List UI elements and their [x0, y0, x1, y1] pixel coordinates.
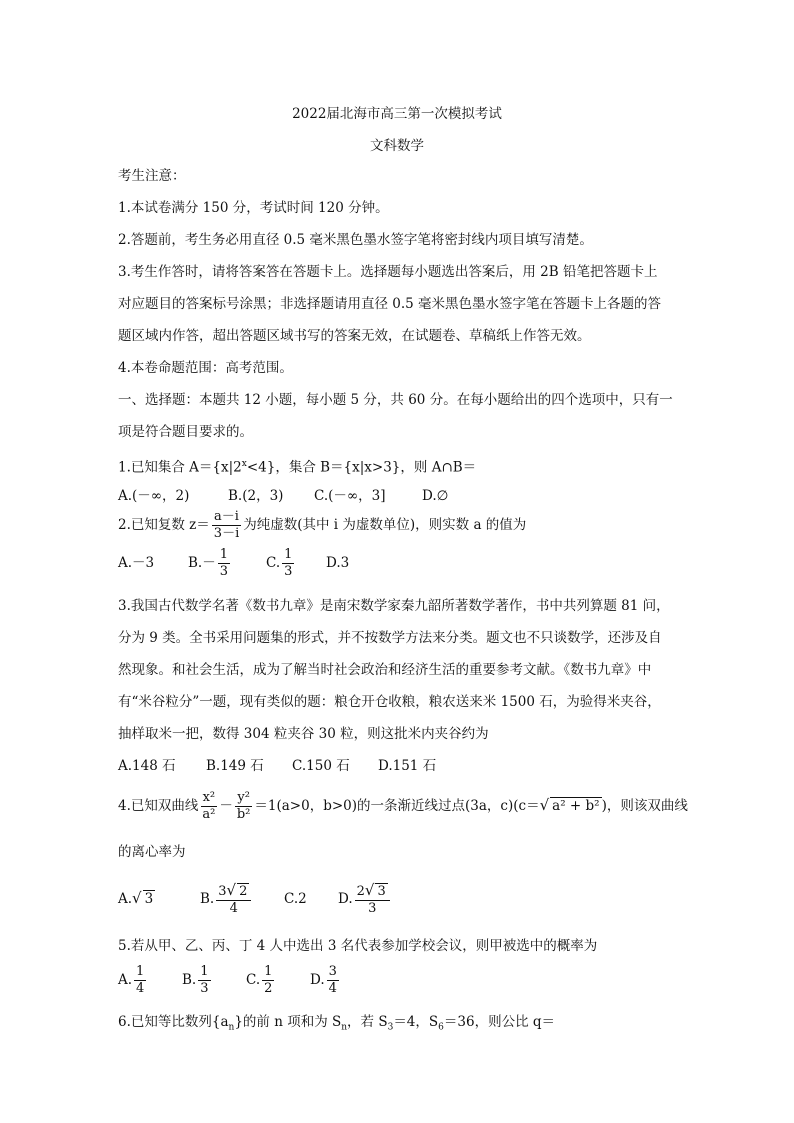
question-2-options — [118, 546, 349, 580]
option-d — [310, 962, 341, 998]
option-d: D.151 石 — [378, 758, 437, 774]
q1-stem-part: 1.已知集合 A＝{x|2 — [118, 459, 242, 476]
q4-fraction-y — [235, 790, 253, 823]
option-c: C.150 石 — [292, 758, 350, 774]
radicand: 3 — [144, 891, 154, 907]
frac-num: 1 — [136, 964, 145, 979]
question-3-line: 有“米谷粒分”一题，现有类似的题：粮仓开仓收粮，粮农送来米 1500 石，为验得米夹谷， — [118, 694, 661, 710]
subscript: 6 — [438, 1022, 444, 1033]
notice-heading: 考生注意： — [118, 168, 186, 184]
frac-num: 1 — [200, 964, 209, 979]
section-heading-cont: 项是符合题目要求的。 — [118, 424, 253, 440]
option-c-prefix: C. — [266, 555, 281, 571]
option-b-fraction — [218, 547, 230, 580]
option-c — [266, 546, 326, 580]
question-2-stem — [118, 508, 526, 542]
frac-den: 4 — [229, 901, 238, 916]
option-fraction — [198, 964, 210, 997]
frac-den: a² — [202, 807, 216, 822]
frac-num: 1 — [264, 964, 273, 979]
option-fraction — [327, 964, 339, 997]
option-c-fraction — [282, 547, 294, 580]
option-a: A.－3 — [118, 555, 155, 571]
option-c: C.2 — [284, 891, 307, 907]
option-b-prefix: B.－ — [188, 555, 216, 571]
question-3-line: 然现象。和社会生活，成为了解当时社会政治和经济生活的重要参考文献。《数书九章》中 — [118, 662, 652, 678]
frac-num: 3 — [328, 964, 337, 979]
question-1-stem — [118, 454, 476, 478]
q2-fraction — [212, 509, 241, 542]
option-prefix: D. — [310, 972, 325, 988]
option-a — [118, 962, 182, 998]
q4-fraction-x — [200, 790, 217, 823]
sqrt-sign: √ — [226, 881, 237, 899]
sqrt-sign: √ — [539, 796, 550, 814]
exam-subject: 文科数学 — [370, 138, 424, 154]
q2-stem-part: 2.已知复数 z＝ — [118, 517, 210, 533]
frac-den: 4 — [136, 981, 145, 996]
option-d: D.∅ — [422, 488, 449, 504]
q6-stem-part: ＝4，S — [393, 1014, 439, 1030]
option-d — [338, 879, 392, 919]
sqrt-sign: √ — [364, 881, 375, 899]
frac-den: 3 — [368, 901, 377, 916]
frac-den: 3 — [219, 564, 228, 579]
frac-num — [355, 882, 390, 901]
radicand: 3 — [377, 884, 386, 899]
option-d: D.3 — [326, 555, 350, 571]
notice-item: 对应题目的答案标号涂黑；非选择题请用直径 0.5 毫米黑色墨水签字笔在答题卡上各题的答 — [118, 296, 662, 312]
frac-num: y² — [237, 790, 250, 805]
section-heading: 一、选择题：本题共 12 小题，每小题 5 分，共 60 分。在每小题给出的四个选项中，只有一 — [118, 392, 673, 408]
frac-den: 2 — [264, 981, 273, 996]
option-b-prefix: B. — [200, 891, 215, 907]
frac-den: b² — [236, 807, 251, 822]
q1-exponent: x — [241, 459, 247, 469]
question-4-stem — [118, 786, 688, 825]
option-b-fraction — [216, 882, 251, 917]
q2-frac-den: 3－i — [213, 526, 240, 541]
option-fraction — [262, 964, 274, 997]
option-b — [182, 962, 246, 998]
question-6-stem — [118, 1012, 555, 1038]
frac-den: 3 — [200, 981, 209, 996]
option-a: A.148 石 — [118, 758, 176, 774]
question-1-options — [118, 486, 448, 506]
option-c — [246, 962, 310, 998]
question-4-options — [118, 878, 392, 919]
frac-num — [216, 882, 251, 901]
notice-item: 1.本试卷满分 150 分，考试时间 120 分钟。 — [118, 200, 389, 216]
option-prefix: B. — [182, 972, 197, 988]
question-3-options — [118, 756, 436, 776]
q1-stem-part: <4}，集合 B＝{x|x>3}，则 A∩B＝ — [246, 459, 477, 476]
notice-item: 4.本卷命题范围：高考范围。 — [118, 360, 293, 376]
frac-num: 1 — [219, 547, 228, 562]
question-4-stem-cont: 的离心率为 — [118, 844, 186, 860]
option-d-prefix: D. — [338, 891, 353, 907]
q6-stem-part: ＝36，则公比 q＝ — [443, 1014, 556, 1030]
frac-den: 4 — [328, 981, 337, 996]
option-b — [188, 546, 266, 580]
notice-item: 2.答题前，考生务必用直径 0.5 毫米黑色墨水签字笔将密封线内项目填写清楚。 — [118, 232, 593, 248]
q6-stem-part: 6.已知等比数列{a — [118, 1014, 229, 1030]
q2-frac-num: a－i — [214, 509, 239, 524]
q6-stem-part: ，若 S — [347, 1014, 388, 1030]
coefficient: 2 — [356, 884, 365, 899]
frac-num: 1 — [284, 547, 293, 562]
option-d-fraction — [355, 882, 390, 917]
frac-den: 3 — [284, 564, 293, 579]
exam-title: 2022届北海市高三第一次模拟考试 — [292, 106, 502, 122]
notice-item: 3.考生作答时，请将答案答在答题卡上。选择题每小题选出答案后，用 2B 铅笔把答题卡上 — [118, 264, 658, 280]
q2-stem-part: 为纯虚数(其中 i 为虚数单位)，则实数 a 的值为 — [243, 517, 527, 533]
option-a — [118, 878, 200, 919]
option-fraction — [134, 964, 146, 997]
coefficient: 3 — [218, 884, 227, 899]
q6-stem-part: }的前 n 项和为 S — [234, 1014, 342, 1030]
option-prefix: A. — [118, 972, 133, 988]
question-5-stem: 5.若从甲、乙、丙、丁 4 人中选出 3 名代表参加学校会议，则甲被选中的概率为 — [118, 938, 598, 954]
question-3-line: 抽样取米一把，数得 304 粒夹谷 30 粒，则这批米内夹谷约为 — [118, 726, 489, 742]
question-5-options — [118, 962, 341, 998]
option-b — [200, 879, 284, 919]
q4-stem-part: ＝1(a>0，b>0)的一条渐近线过点(3a，c)(c＝ — [254, 798, 540, 814]
option-a: A.(－∞，2) — [118, 488, 190, 504]
frac-num: x² — [202, 790, 216, 805]
q4-minus: － — [219, 798, 233, 814]
option-prefix: C. — [246, 972, 261, 988]
q4-stem-part: 4.已知双曲线 — [118, 798, 199, 814]
subscript: n — [341, 1022, 348, 1033]
question-3-line: 分为 9 类。全书采用问题集的形式，并不按数学方法来分类。题文也不只谈数学，还涉及自 — [118, 630, 662, 646]
option-b: B.149 石 — [206, 758, 264, 774]
sqrt-sign: √ — [132, 889, 142, 907]
option-a-prefix: A. — [118, 891, 133, 907]
question-3-line: 3.我国古代数学名著《数书九章》是南宋数学家秦九韶所著数学著作，书中共列算题 81 问， — [118, 598, 670, 614]
q4-stem-part: )，则该双曲线 — [601, 798, 688, 814]
radicand: 2 — [239, 884, 248, 899]
option-b: B.(2，3) — [228, 488, 284, 504]
subscript: 3 — [387, 1022, 394, 1033]
subscript: n — [228, 1022, 235, 1033]
notice-item: 题区域内作答，超出答题区域书写的答案无效，在试题卷、草稿纸上作答无效。 — [118, 328, 591, 344]
q4-sqrt-body: a² + b² — [552, 798, 600, 814]
option-c: C.(－∞，3] — [314, 488, 386, 504]
